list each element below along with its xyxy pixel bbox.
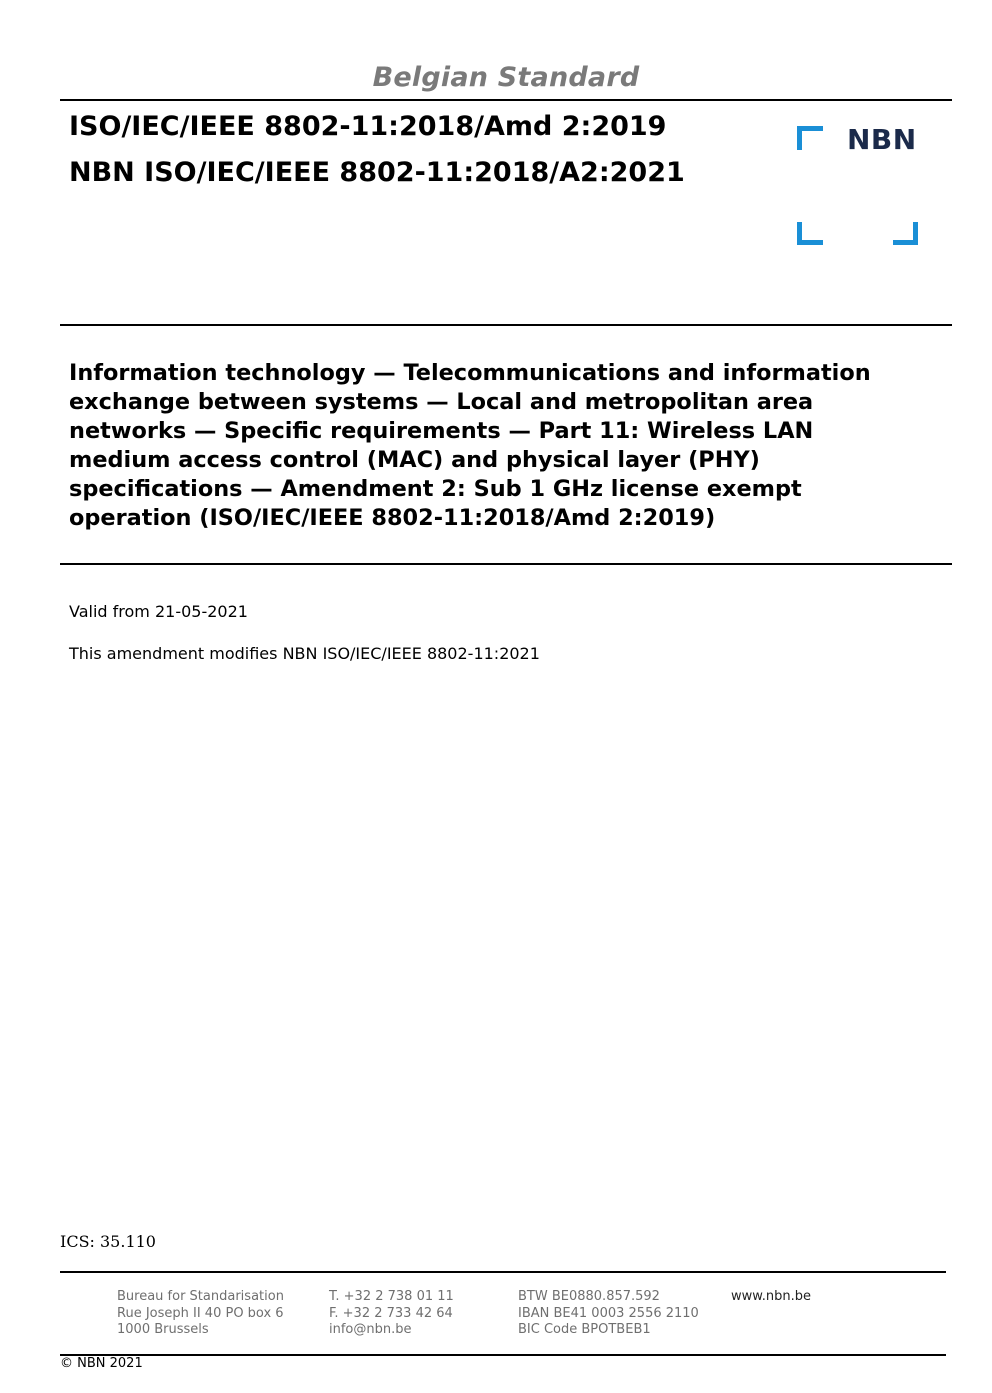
email-address[interactable]: info@nbn.be [329,1322,412,1337]
nbn-logo [797,124,921,248]
footer-banking [518,1289,699,1339]
document-title [69,359,939,533]
footer-contact [329,1289,454,1339]
section-divider-top [60,324,952,326]
nbn-standard-number: NBN ISO/IEC/IEEE 8802-11:2018/A2:2021 [69,157,685,188]
logo-text: NBN [847,123,917,156]
footer-divider-top [60,1271,946,1273]
bic-code: BIC Code BPOTBEB1 [518,1322,651,1337]
title-line: Information technology — Telecommunications and information [69,360,871,386]
address-line: 1000 Brussels [117,1322,209,1337]
footer-address [117,1289,284,1339]
section-divider-bottom [60,563,952,565]
ics-code: ICS: 35.110 [60,1232,156,1251]
vat-number: BTW BE0880.857.592 [518,1289,660,1304]
fax-number: F. +32 2 733 42 64 [329,1305,453,1321]
website-link[interactable]: www.nbn.be [731,1289,811,1304]
phone-number: T. +32 2 738 01 11 [329,1289,454,1304]
title-line: operation (ISO/IEC/IEEE 8802-11:2018/Amd 2:2019) [69,505,716,531]
title-line: exchange between systems — Local and metropolitan area [69,389,814,415]
title-line: networks — Specific requirements — Part 11: Wireless LAN [69,418,814,444]
title-line: specifications — Amendment 2: Sub 1 GHz license exempt [69,476,802,502]
iso-standard-number: ISO/IEC/IEEE 8802-11:2018/Amd 2:2019 [69,111,667,142]
header-divider [60,99,952,101]
copyright-notice: © NBN 2021 [60,1356,143,1371]
document-type-label: Belgian Standard [372,62,640,93]
iban-number: IBAN BE41 0003 2556 2110 [518,1305,699,1321]
amendment-note: This amendment modifies NBN ISO/IEC/IEEE 8802-11:2021 [69,644,540,663]
address-line: Bureau for Standarisation [117,1289,284,1304]
footer-divider-bottom [60,1354,946,1356]
valid-from-text: Valid from 21-05-2021 [69,602,248,621]
title-line: medium access control (MAC) and physical layer (PHY) [69,447,760,473]
footer-website [731,1289,811,1306]
address-line: Rue Joseph II 40 PO box 6 [117,1305,284,1321]
